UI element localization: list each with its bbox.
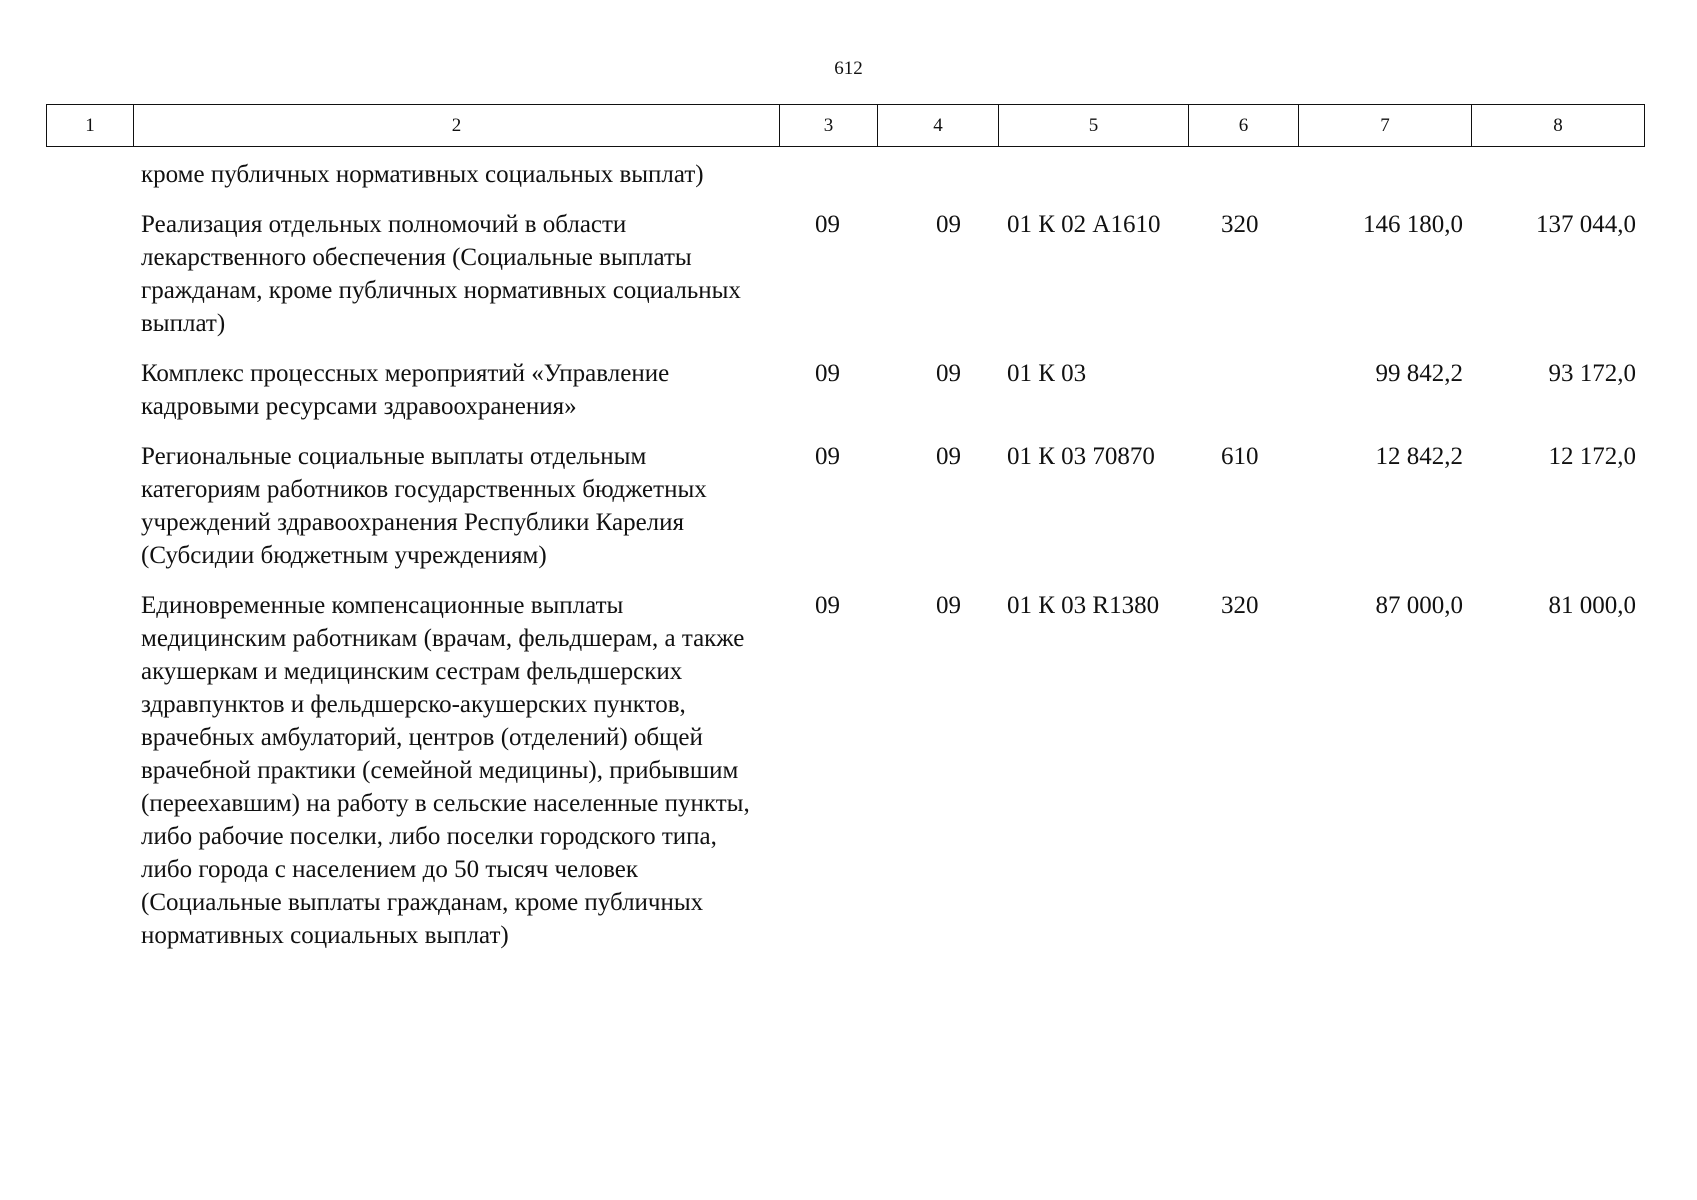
row-section-code: 09 xyxy=(815,592,840,619)
row-section-code: 09 xyxy=(815,443,840,470)
row-expense-type: 320 xyxy=(1221,211,1259,238)
row-description: Реализация отдельных полномочий в области лекарственного обеспечения (Социальные выплаты гражданам, кроме публичных нормативных социальных выплат) xyxy=(141,211,741,337)
row-subsection-code: 09 xyxy=(936,360,961,387)
row-target-code: 01 К 03 70870 xyxy=(1007,443,1155,470)
row-amount-1: 87 000,0 xyxy=(1375,592,1463,619)
row-amount-1 xyxy=(1298,158,1471,208)
table-row xyxy=(46,208,1644,357)
column-header-6: 6 xyxy=(1189,105,1299,147)
budget-table xyxy=(46,158,1644,969)
row-amount-2: 81 000,0 xyxy=(1548,592,1636,619)
table-row xyxy=(46,440,1644,589)
row-subsection-code xyxy=(877,158,998,208)
row-description: кроме публичных нормативных социальных выплат) xyxy=(141,161,704,188)
column-header-7: 7 xyxy=(1299,105,1472,147)
column-header-5: 5 xyxy=(999,105,1189,147)
column-header-2: 2 xyxy=(134,105,780,147)
row-amount-2 xyxy=(1471,158,1644,208)
row-target-code xyxy=(998,158,1188,208)
row-expense-type xyxy=(1188,357,1298,440)
row-amount-2: 93 172,0 xyxy=(1548,360,1636,387)
row-section-code: 09 xyxy=(815,360,840,387)
row-subsection-code: 09 xyxy=(936,211,961,238)
row-amount-1: 146 180,0 xyxy=(1363,211,1463,238)
table-row xyxy=(46,158,1644,208)
column-header-4: 4 xyxy=(878,105,999,147)
row-target-code: 01 К 03 R1380 xyxy=(1007,592,1160,619)
column-header-1: 1 xyxy=(47,105,134,147)
row-target-code: 01 К 03 xyxy=(1007,360,1087,387)
row-description: Региональные социальные выплаты отдельным категориям работников государственных бюджетных учреждений здравоохранения Республики Карелия (Субсидии бюджетным учреждениям) xyxy=(141,443,707,569)
row-section-code xyxy=(779,158,877,208)
page-number: 612 xyxy=(834,58,863,79)
row-amount-2: 12 172,0 xyxy=(1548,443,1636,470)
column-header-table xyxy=(46,104,1645,147)
row-section-code: 09 xyxy=(815,211,840,238)
row-amount-1: 12 842,2 xyxy=(1375,443,1463,470)
column-header-3: 3 xyxy=(780,105,878,147)
row-target-code: 01 К 02 А1610 xyxy=(1007,211,1161,238)
column-header-8: 8 xyxy=(1472,105,1645,147)
row-subsection-code: 09 xyxy=(936,443,961,470)
table-row xyxy=(46,357,1644,440)
row-description: Комплекс процессных мероприятий «Управление кадровыми ресурсами здравоохранения» xyxy=(141,360,670,420)
column-header-row xyxy=(47,105,1645,147)
row-amount-2: 137 044,0 xyxy=(1536,211,1636,238)
row-expense-type: 320 xyxy=(1221,592,1259,619)
row-expense-type xyxy=(1188,158,1298,208)
row-subsection-code: 09 xyxy=(936,592,961,619)
table-row xyxy=(46,589,1644,969)
row-amount-1: 99 842,2 xyxy=(1375,360,1463,387)
row-description: Единовременные компенсационные выплаты медицинским работникам (врачам, фельдшерам, а также акушеркам и медицинским сестрам фельдшерских здравпунктов и фельдшерско-акушерских пунктов, врачебных амбулаторий, центров (отделений) общей врачебной практики (семейной медицины), прибывшим (переехавшим) на работу в сельские населенные пункты, либо рабочие поселки, либо поселки городского типа, либо города с населением до 50 тысяч человек (Социальные выплаты гражданам, кроме публичных нормативных социальных выплат) xyxy=(141,592,750,949)
row-expense-type: 610 xyxy=(1221,443,1259,470)
